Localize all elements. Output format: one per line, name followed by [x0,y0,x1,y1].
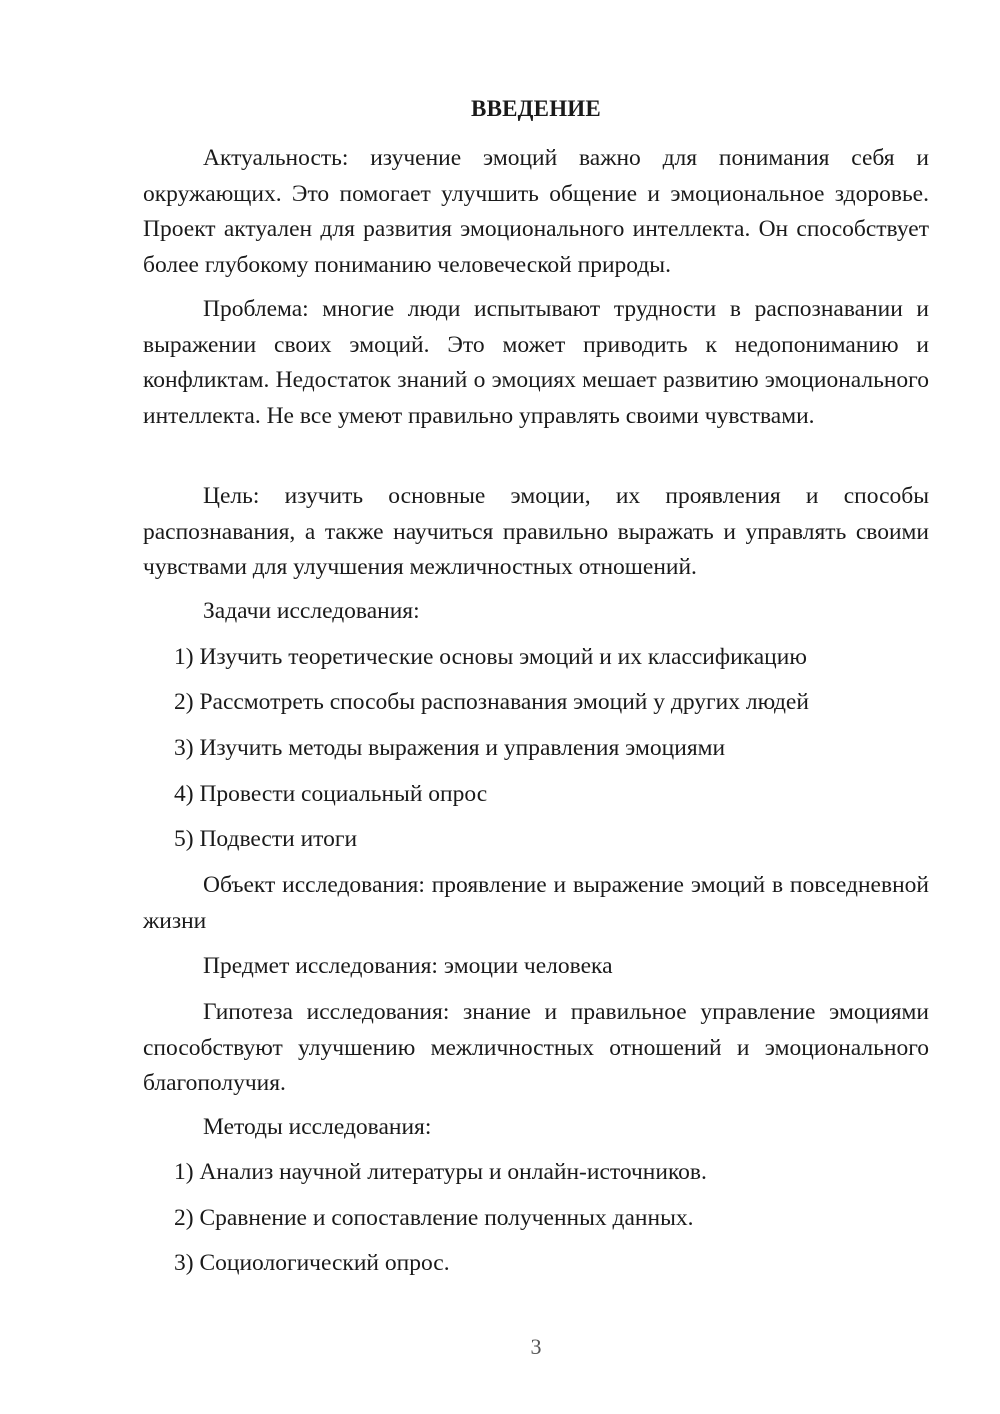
hypothesis-paragraph: Гипотеза исследования: знание и правильное управление эмоциями способствуют улучшению межличностных отношений и эмоционального благополучия. [143,999,929,1096]
method-item-3 [143,1246,929,1282]
methods-title: Методы исследования: [203,1114,432,1140]
list-item: 2) Рассмотреть способы распознавания эмоций у других людей [174,689,809,715]
methods-section-title [143,1110,929,1146]
list-item: 3) Изучить методы выражения и управления эмоциями [174,735,726,761]
problem-section [143,292,929,434]
tasks-section-title [143,594,929,630]
list-item: 2) Сравнение и сопоставление полученных данных. [174,1205,694,1231]
goal-section [143,479,929,586]
task-item-3 [143,731,929,767]
hypothesis-section [143,995,929,1102]
object-section [143,868,929,939]
list-item: 4) Провести социальный опрос [174,781,488,807]
method-item-1 [143,1155,929,1191]
page-title: ВВЕДЕНИЕ [471,96,601,121]
goal-paragraph: Цель: изучить основные эмоции, их проявления и способы распознавания, а также научиться правильно выражать и управлять своими чувствами для улучшения межличностных отношений. [143,483,929,580]
relevance-paragraph: Актуальность: изучение эмоций важно для понимания себя и окружающих. Это помогает улучшить общение и эмоциональное здоровье. Проект актуален для развития эмоционального интеллекта. Он способствует более глубокому пониманию человеческой природы. [143,145,929,278]
list-item: 1) Анализ научной литературы и онлайн-источников. [174,1159,707,1185]
list-item: 3) Социологический опрос. [174,1250,450,1276]
tasks-title: Задачи исследования: [203,598,420,624]
object-paragraph: Объект исследования: проявление и выражение эмоций в повседневной жизни [143,872,929,934]
list-item: 1) Изучить теоретические основы эмоций и их классификацию [174,644,807,670]
subject-paragraph: Предмет исследования: эмоции человека [203,953,613,979]
task-item-2 [143,685,929,721]
task-item-1 [143,640,929,676]
relevance-section [143,141,929,283]
method-item-2 [143,1201,929,1237]
page-number: 3 [530,1334,542,1359]
subject-section [143,949,929,985]
list-item: 5) Подвести итоги [174,826,358,852]
task-item-5 [143,822,929,858]
task-item-4 [143,777,929,813]
problem-paragraph: Проблема: многие люди испытывают трудности в распознавании и выражении своих эмоций. Это может приводить к недопониманию и конфликтам. Недостаток знаний о эмоциях мешает развитию эмоционального интеллекта. Не все умеют правильно управлять своими чувствами. [143,296,929,429]
